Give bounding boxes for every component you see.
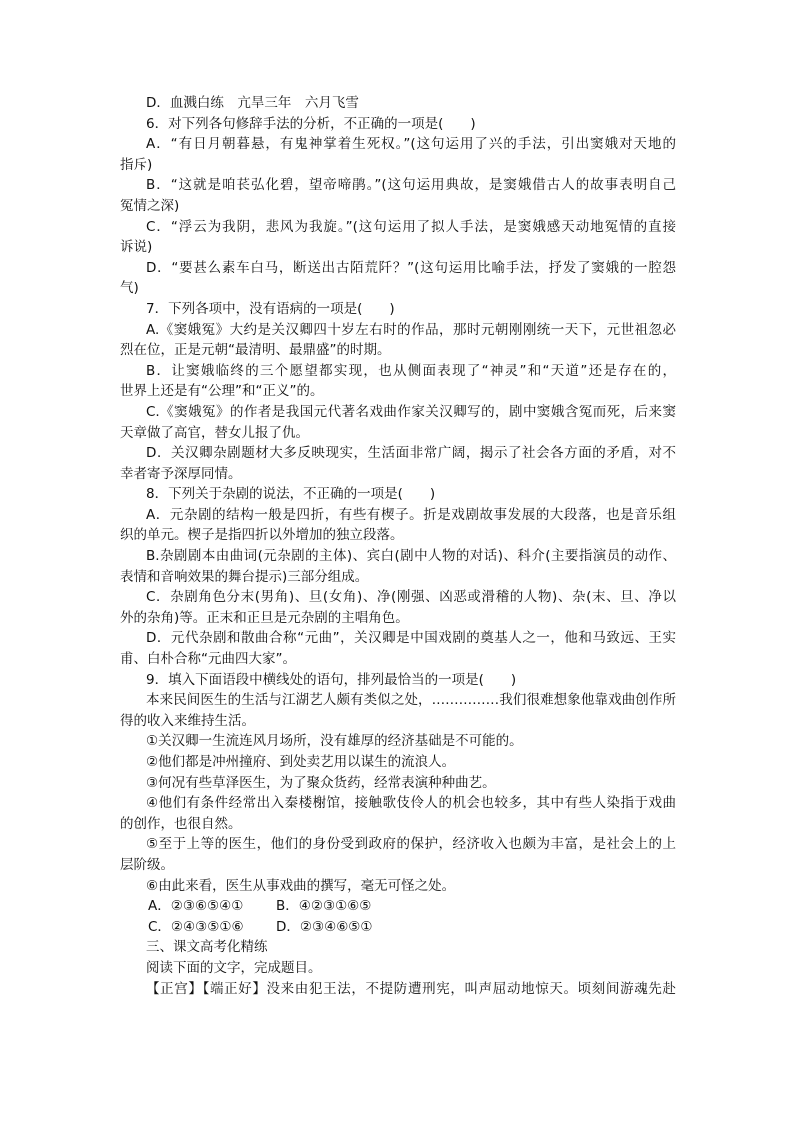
- text-line: D．关汉卿杂剧题材大多反映现实，生活面非常广阔，揭示了社会各方面的矛盾，对不: [146, 445, 676, 462]
- text-line: D．“要甚么素车白马，断送出古陌荒阡？”(这句运用比喻手法，抒发了窦娥的一腔怨: [146, 259, 676, 276]
- text-line: B.杂剧剧本由曲词(元杂剧的主体)、宾白(剧中人物的对话)、科介(主要指演员的动作、: [146, 548, 676, 565]
- text-line: 【正宫】【端正好】没来由犯王法，不提防遭刑宪，叫声屈动地惊天。顷刻间游魂先赴: [146, 980, 676, 997]
- text-line: 9．填入下面语段中横线处的语句，排列最恰当的一项是( ): [146, 671, 517, 688]
- text-line: 的创作，也很自然。: [120, 815, 242, 832]
- options-row-cd: [120, 917, 676, 938]
- text-line: ①关汉卿一生流连风月场所，没有雄厚的经济基础是不可能的。: [146, 733, 523, 750]
- text-line: C.《窦娥冤》的作者是我国元代著名戏曲作家关汉卿写的，剧中窦娥含冤而死，后来窦: [146, 403, 676, 420]
- text-line: 幸者寄予深厚同情。: [120, 465, 242, 482]
- text-line: 织的单元。楔子是指四折以外增加的独立段落。: [120, 527, 404, 544]
- text-line: 烈在位，正是元朝“最清明、最鼎盛”的时期。: [120, 342, 391, 359]
- text-line: C．杂剧角色分末(男角)、旦(女角)、净(刚强、凶恶或滑稽的人物)、杂(末、旦、净以: [146, 589, 676, 606]
- reading-section: [120, 937, 676, 999]
- text-line: 本来民间医生的生活与江湖艺人颇有类似之处，……………我们很难想象他靠戏曲创作所: [146, 692, 676, 709]
- text-line: ④他们有条件经常出入秦楼榭馆，接触歌伎伶人的机会也较多，其中有些人染指于戏曲: [146, 795, 676, 812]
- text-line: A．“有日月朝暮悬，有鬼神掌着生死权。”(这句运用了兴的手法，引出窦娥对天地的: [146, 136, 676, 153]
- option-d-text: D．②③④⑥⑤①: [276, 918, 373, 935]
- text-line: B．让窦娥临终的三个愿望都实现，也从侧面表现了“神灵”和“天道”还是存在的，: [146, 362, 676, 379]
- text-line: C．“浮云为我阴，悲风为我旋。”(这句运用了拟人手法，是窦娥感天动地冤情的直接: [146, 218, 676, 235]
- text-line: 天章做了高官，替女儿报了仇。: [120, 424, 309, 441]
- text-line: ②他们都是冲州撞府、到处卖艺用以谋生的流浪人。: [146, 754, 456, 770]
- text-line: 甫、白朴合称“元曲四大家”。: [120, 651, 296, 668]
- text-line: 冤情之深): [120, 197, 180, 214]
- options-row-ab: [120, 896, 676, 917]
- text-line: 诉说): [120, 239, 153, 256]
- text-line: 8．下列关于杂剧的说法，不正确的一项是( ): [146, 486, 436, 503]
- text-line: A．元杂剧的结构一般是四折，有些有楔子。折是戏剧故事发展的大段落，也是音乐组: [146, 506, 676, 523]
- text-line: 世界上还是有“公理”和“正义”的。: [120, 383, 324, 400]
- question-section: [120, 93, 676, 896]
- text-line: 指斥): [120, 156, 153, 173]
- text-line: 气): [120, 280, 139, 297]
- text-line: D．血溅白练 亢旱三年 六月飞雪: [146, 95, 359, 111]
- option-c-text: C．②④③⑤①⑥: [148, 918, 244, 935]
- text-line: 7．下列各项中，没有语病的一项是( ): [146, 300, 395, 317]
- text-line: D．元代杂剧和散曲合称“元曲”，关汉卿是中国戏剧的奠基人之一，他和马致远、王实: [146, 630, 676, 647]
- text-line: 表情和音响效果的舞台提示)三部分组成。: [120, 568, 369, 585]
- text-line: 三、课文高考化精练: [146, 939, 268, 956]
- text-line: 外的杂角)等。正末和正旦是元杂剧的主唱角色。: [120, 609, 409, 626]
- text-line: 6．对下列各句修辞手法的分析，不正确的一项是( ): [146, 115, 476, 132]
- text-line: 层阶级。: [120, 856, 174, 873]
- text-line: ⑤至于上等的医生，他们的身份受到政府的保护，经济收入也颇为丰富，是社会上的上: [146, 836, 676, 853]
- option-a-text: A．②③⑥⑤④①: [148, 898, 244, 915]
- text-line: ③何况有些草泽医生，为了聚众货药，经常表演种种曲艺。: [146, 774, 496, 791]
- text-line: ⑥由此来看，医生从事戏曲的撰写，毫无可怪之处。: [146, 877, 456, 894]
- document-body: [120, 93, 676, 999]
- option-b-text: B．④②③①⑥⑤: [276, 898, 372, 915]
- text-line: 得的收入来维持生活。: [120, 712, 255, 729]
- text-line: B．“这就是咱苌弘化碧，望帝啼鹃。”(这句运用典故，是窦娥借古人的故事表明自己: [146, 177, 676, 194]
- text-line: 阅读下面的文字，完成题目。: [146, 959, 322, 976]
- text-line: A.《窦娥冤》大约是关汉卿四十岁左右时的作品，那时元朝刚刚统一天下，元世祖忽必: [146, 321, 676, 338]
